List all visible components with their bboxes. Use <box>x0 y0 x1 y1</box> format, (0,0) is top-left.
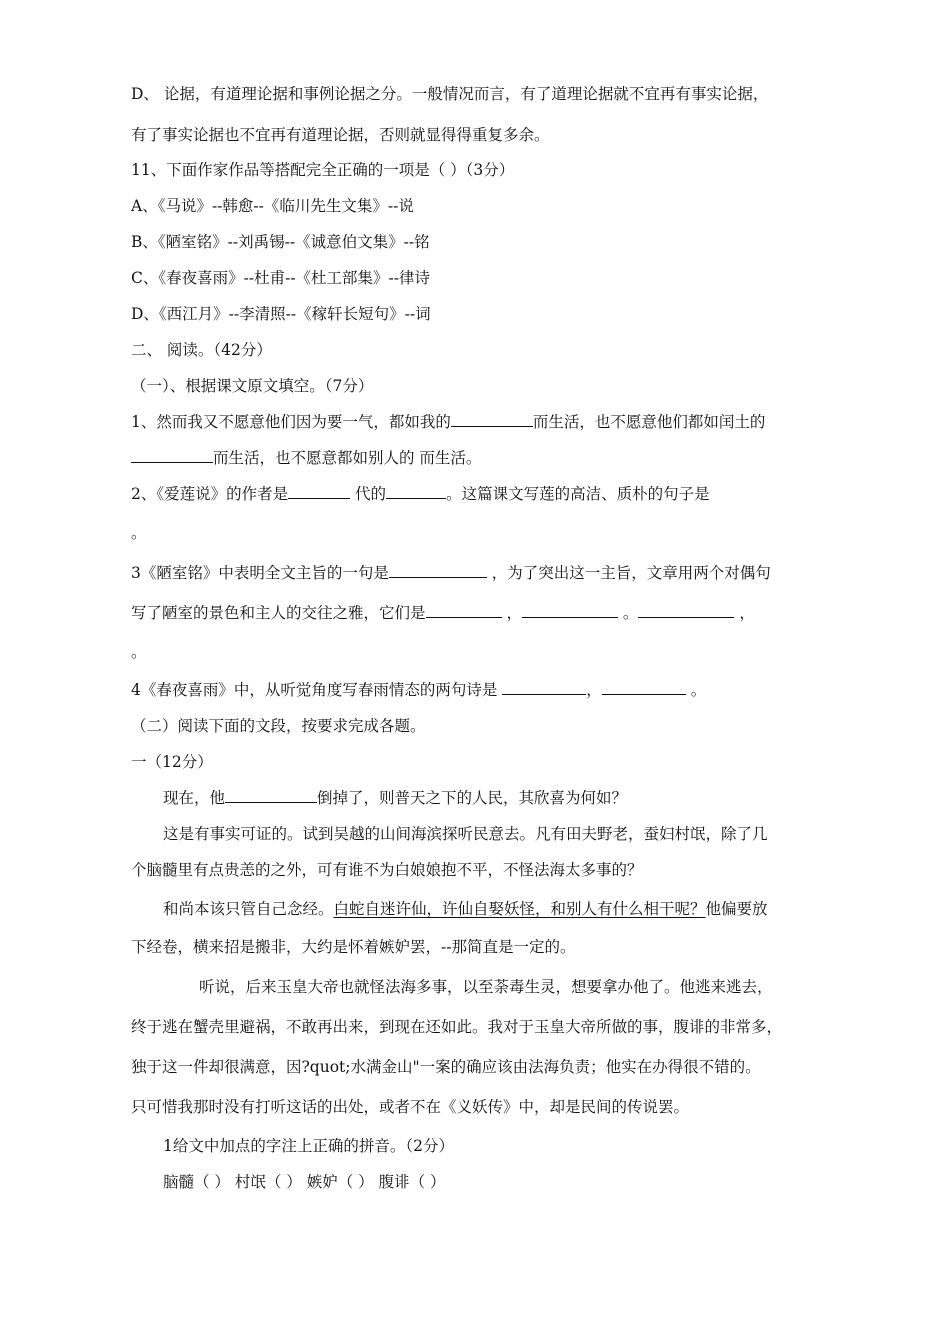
q11-option-b: B、《陋室铭》--刘禹锡--《诚意伯文集》--铭 <box>131 233 430 251</box>
passage-paragraph-4-line-2: 终于逃在蟹壳里避祸，不敢再出来，到现在还如此。我对于玉皇大帝所做的事，腹诽的非常多， <box>131 1018 783 1036</box>
text-segment: 现在，他 <box>163 789 226 807</box>
text-segment: 倒掉了，则普天之下的人民，其欣喜为何如？ <box>317 789 628 807</box>
answer-blank[interactable] <box>288 484 350 499</box>
subsection-1-heading: （一）、根据课文原文填空。（7分） <box>131 377 374 395</box>
text-segment: 写了陋室的景色和主人的交往之雅，它们是 <box>131 604 426 622</box>
fill-question-2-end: 。 <box>131 524 147 542</box>
answer-blank[interactable] <box>426 603 502 618</box>
passage-paragraph-3-line-2: 下经卷，横来招是搬非，大约是怀着嫉妒罢，--那简直是一定的。 <box>131 938 576 956</box>
fill-question-2 <box>131 484 710 504</box>
passage-paragraph-4-line-3: 独于这一件却很满意，因?quot;水满金山"一案的确应该由法海负责；他实在办得很不错的。 <box>131 1058 761 1076</box>
text-segment: 他偏要放 <box>705 900 768 918</box>
fill-question-1-line-2 <box>131 448 481 468</box>
answer-blank[interactable] <box>225 788 317 803</box>
text-segment: 2、《爱莲说》的作者是 <box>131 485 289 503</box>
q11-option-d: D、《西江月》--李清照--《稼轩长短句》--词 <box>131 305 431 323</box>
answer-blank[interactable] <box>386 484 446 499</box>
passage-paragraph-4-line-4: 只可惜我那时没有打听这话的出处，或者不在《义妖传》中，却是民间的传说罢。 <box>131 1098 690 1116</box>
q11-option-c: C、《春夜喜雨》--杜甫--《杜工部集》--律诗 <box>131 269 431 287</box>
answer-blank[interactable] <box>502 680 586 695</box>
option-d-line-2: 有了事实论据也不宜再有道理论据，否则就显得得重复多余。 <box>131 126 550 144</box>
text-segment: ， <box>734 604 755 622</box>
pinyin-answer-slots: 脑髓（ ） 村氓（ ） 嫉妒（ ） 腹诽（ ） <box>163 1173 446 1191</box>
text-segment: 1、然而我又不愿意他们因为要一气，都如我的 <box>131 413 451 431</box>
fill-question-3-line-1 <box>131 563 771 583</box>
q11-option-a: A、《马说》--韩愈--《临川先生文集》--说 <box>131 197 414 215</box>
text-segment: 。这篇课文写莲的高洁、质朴的句子是 <box>446 485 710 503</box>
answer-blank[interactable] <box>389 563 487 578</box>
text-segment: 4《春夜喜雨》中，从听觉角度写春雨情态的两句诗是 <box>131 681 503 699</box>
subsection-2-heading: （二）阅读下面的文段，按要求完成各题。 <box>131 717 426 735</box>
question-11: 11、下面作家作品等搭配完全正确的一项是（ ）（3分） <box>131 161 515 179</box>
text-segment: ， <box>586 681 602 699</box>
option-d-line-1: D、 论据，有道理论据和事例论据之分。一般情况而言，有了道理论据就不宜再有事实论据， <box>131 85 769 103</box>
text-segment: 。 <box>617 604 639 622</box>
answer-blank[interactable] <box>638 603 734 618</box>
passage-paragraph-1 <box>163 788 627 808</box>
answer-blank[interactable] <box>451 412 533 427</box>
section-2-heading: 二、 阅读。（42分） <box>131 341 272 359</box>
fill-question-3-line-2 <box>131 603 755 623</box>
text-segment: 代的 <box>350 485 387 503</box>
answer-blank[interactable] <box>131 448 213 463</box>
text-segment: 而生活，也不愿意都如别人的 而生活。 <box>213 449 482 467</box>
answer-blank[interactable] <box>522 603 618 618</box>
fill-question-4 <box>131 680 706 700</box>
passage-paragraph-3-line-1 <box>163 899 768 919</box>
text-segment: 而生活，也不愿意他们都如闰土的 <box>532 413 766 431</box>
text-segment: ，为了突出这一主旨，文章用两个对偶句 <box>486 564 771 582</box>
underlined-sentence: 白蛇自迷许仙，许仙自娶妖怪，和别人有什么相干呢？ <box>333 900 706 918</box>
passage-paragraph-2-line-2: 个脑髓里有点贵恙的之外，可有谁不为白娘娘抱不平，不怪法海太多事的？ <box>131 861 643 879</box>
text-segment: 。 <box>685 681 707 699</box>
fill-question-3-end: 。 <box>131 643 147 661</box>
passage-paragraph-4-line-1: 听说，后来玉皇大帝也就怪法海多事，以至荼毒生灵，想要拿办他了。他逃来逃去， <box>199 978 773 996</box>
text-segment: 和尚本该只管自己念经。 <box>163 900 334 918</box>
sub-question-1: 1给文中加点的字注上正确的拼音。（2分） <box>163 1137 454 1155</box>
text-segment: 3《陋室铭》中表明全文主旨的一句是 <box>131 564 389 582</box>
fill-question-1-line-1 <box>131 412 765 432</box>
passage-1-heading: 一（12分） <box>131 753 213 771</box>
answer-blank[interactable] <box>602 680 686 695</box>
text-segment: ， <box>501 604 522 622</box>
passage-paragraph-2-line-1: 这是有事实可证的。试到吴越的山间海滨探听民意去。凡有田夫野老，蚕妇村氓，除了几 <box>163 825 768 843</box>
